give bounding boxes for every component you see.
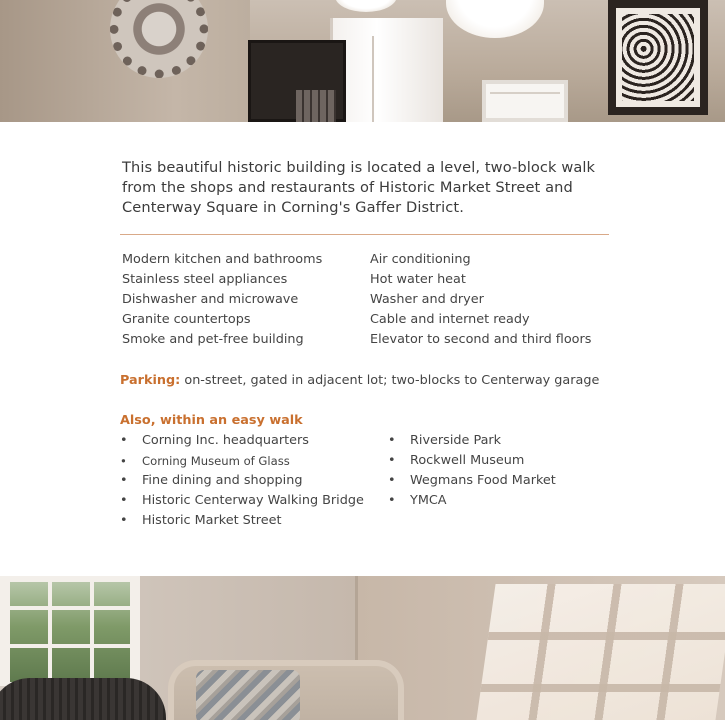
walk-list-left (120, 431, 364, 531)
feature-item: Smoke and pet-free building (122, 332, 304, 347)
bottom-interior-photo (0, 576, 725, 720)
feature-item: Stainless steel appliances (122, 272, 288, 287)
parking-text: on-street, gated in adjacent lot; two-blocks to Centerway garage (184, 373, 600, 388)
walk-item: • Corning Inc. headquarters (120, 431, 364, 451)
walk-item: • Riverside Park (388, 431, 556, 451)
feature-item: Dishwasher and microwave (122, 292, 299, 307)
features-list-left (122, 250, 322, 350)
walk-section-title: Also, within an easy walk (120, 413, 303, 428)
feature-item: Modern kitchen and bathrooms (122, 252, 323, 267)
photo-cabinet-detail (296, 90, 336, 122)
walk-item: • Wegmans Food Market (388, 471, 556, 491)
feature-item: Washer and dryer (370, 292, 484, 307)
photo-window (482, 80, 568, 122)
walk-item: • Historic Centerway Walking Bridge (120, 491, 364, 511)
top-interior-photo (0, 0, 725, 122)
walk-item: • Corning Museum of Glass (120, 451, 364, 471)
artwork-pattern (622, 14, 694, 101)
photo-window-view (10, 582, 130, 682)
photo-doorway (330, 18, 443, 122)
features-list-right (370, 250, 591, 350)
parking-label: Parking: (120, 373, 181, 388)
ceiling-light (335, 0, 397, 12)
photo-door-edge (372, 36, 374, 122)
pendant-lamp (446, 0, 544, 38)
photo-window-bar (490, 92, 560, 94)
intro-paragraph: This beautiful historic building is located a level, two-block walk from the shops and restaurants of Historic Market Street and Centerway Square in Corning's Gaffer District. (122, 159, 596, 216)
walk-item: • Rockwell Museum (388, 451, 556, 471)
feature-item: Elevator to second and third floors (370, 332, 592, 347)
feature-item: Granite countertops (122, 312, 251, 327)
mesh-chair (0, 678, 166, 720)
parking-info (120, 371, 599, 391)
walk-list-right (388, 431, 556, 511)
throw-pillow (196, 670, 300, 720)
feature-item: Cable and internet ready (370, 312, 530, 327)
artwork-mat (616, 8, 700, 107)
sunlight-pattern (476, 584, 725, 720)
walk-item: • Historic Market Street (120, 511, 364, 531)
section-divider (120, 234, 609, 235)
walk-item: • Fine dining and shopping (120, 471, 364, 491)
walk-item: • YMCA (388, 491, 556, 511)
feature-item: Air conditioning (370, 252, 471, 267)
feature-item: Hot water heat (370, 272, 466, 287)
framed-artwork (608, 0, 708, 115)
